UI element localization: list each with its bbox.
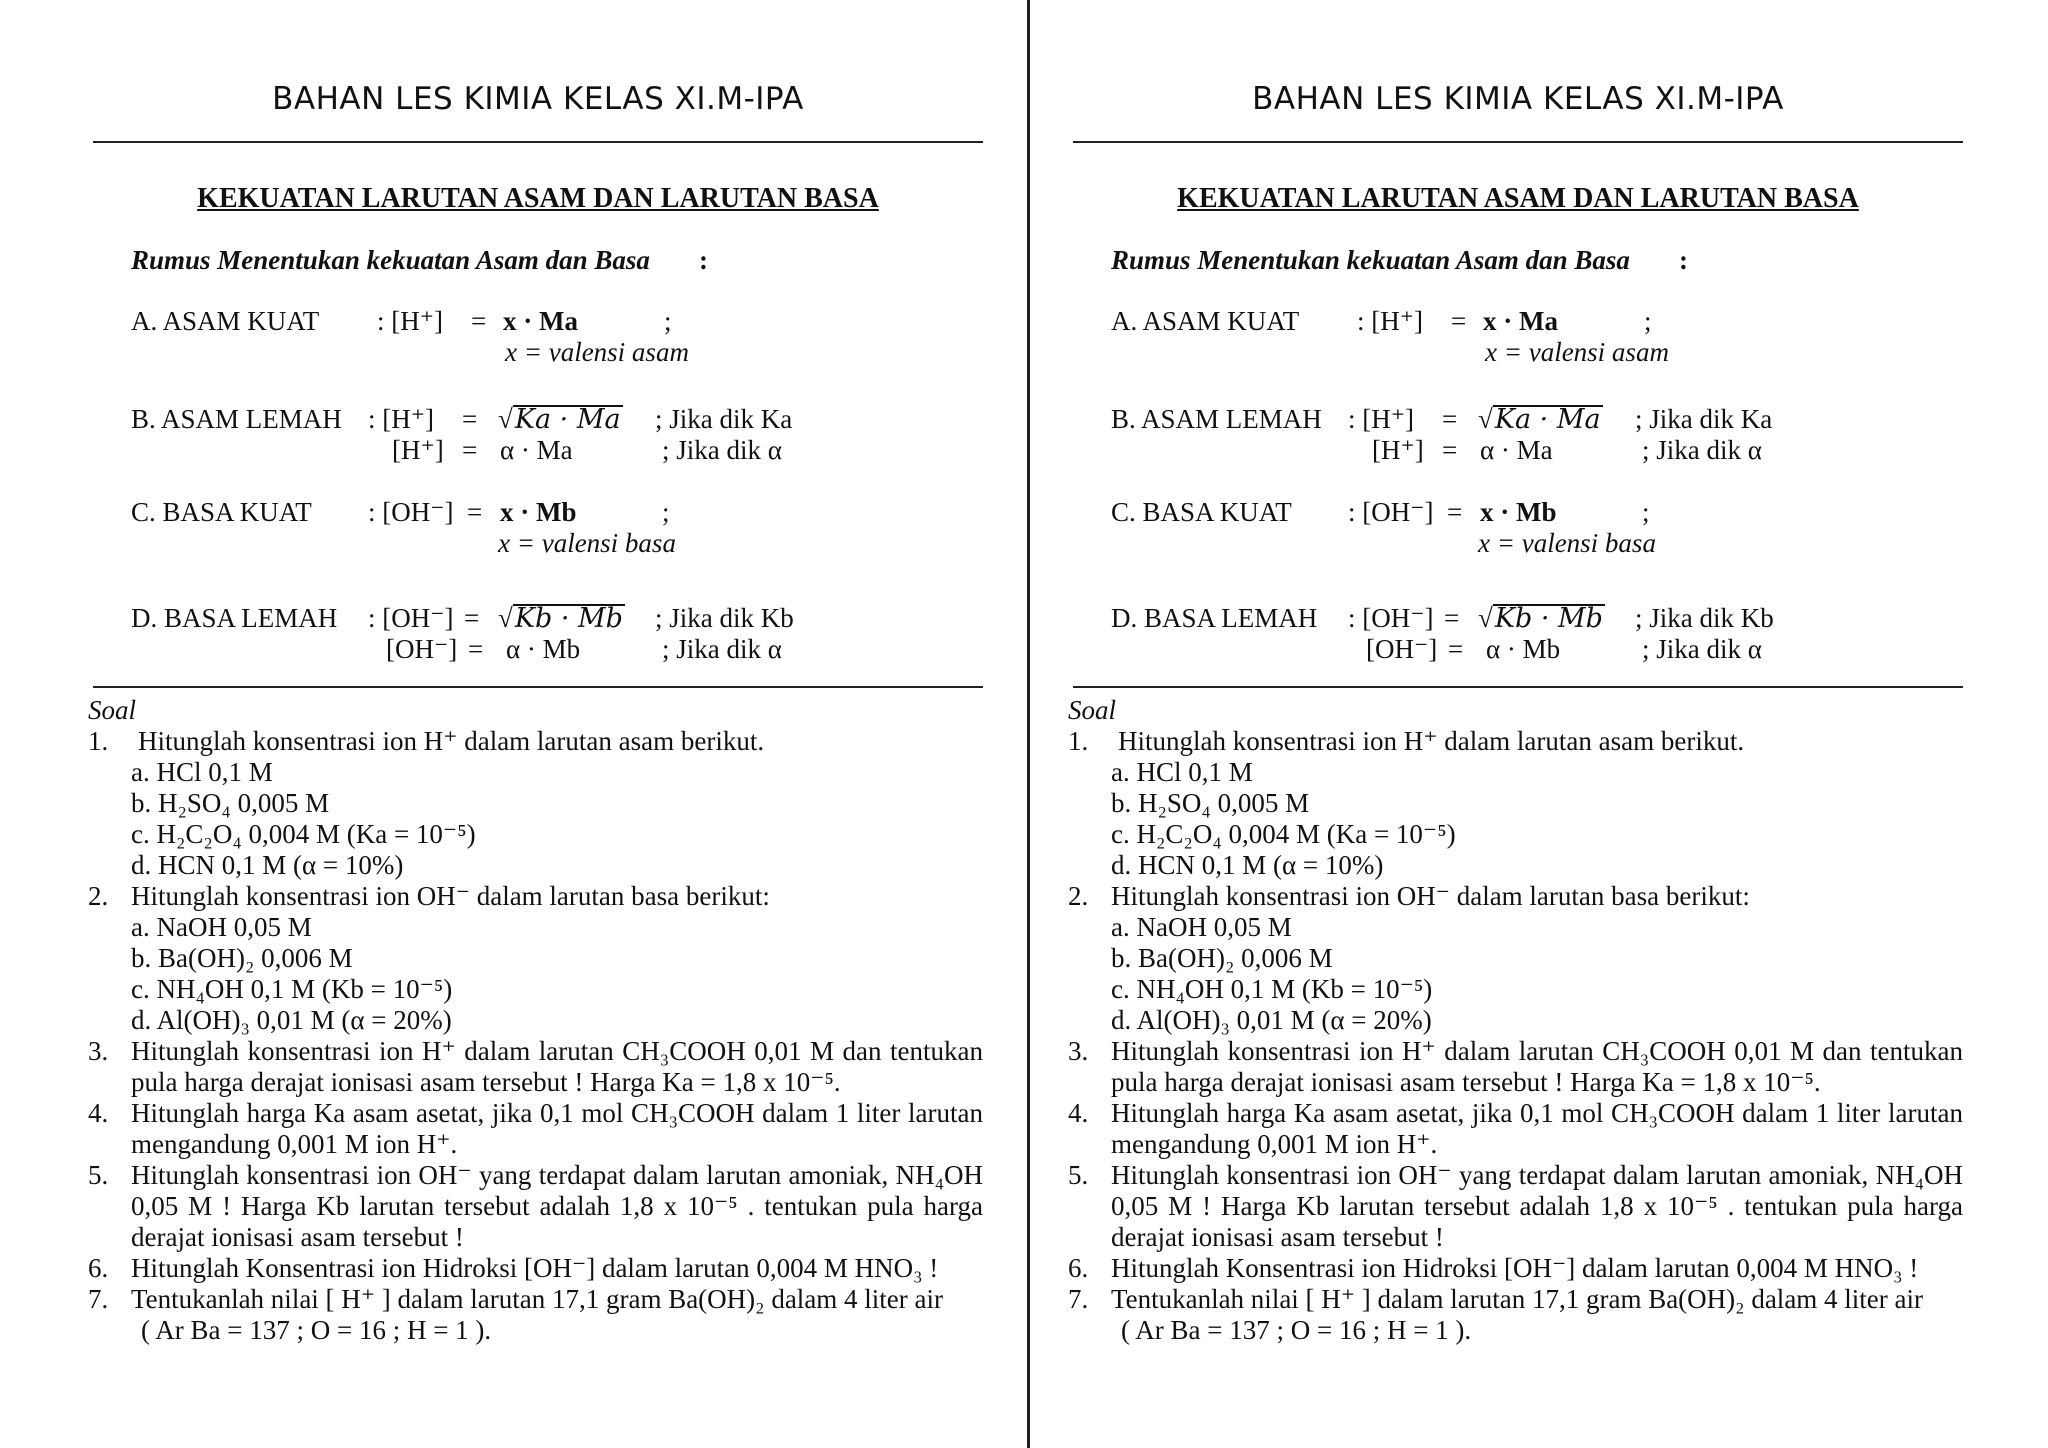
question-text: Hitunglah harga Ka asam asetat, jika 0,1 mol CH₃COOH dalam 1 liter larutan mengandung 0,001 M ion H⁺.: [1111, 1098, 1963, 1159]
question-text: Hitunglah konsentrasi ion OH⁻ dalam larutan basa berikut:: [131, 881, 770, 911]
question-text: Hitunglah konsentrasi ion H⁺ dalam larutan asam berikut.: [1118, 726, 1745, 756]
formula-d-eq-1: =: [1444, 603, 1460, 633]
soal-label: Soal: [88, 695, 137, 725]
subtitle-colon: :: [1679, 245, 1688, 275]
radical-sign: √: [1478, 404, 1493, 434]
question-1-option-c: c. H₂C₂O₄ 0,004 M (Ka = 10⁻⁵): [1111, 819, 1456, 849]
formula-b-label: B. ASAM LEMAH: [131, 404, 342, 434]
question-2-option-b: b. Ba(OH)₂ 0,006 M: [131, 943, 353, 973]
question-2-option-a: a. NaOH 0,05 M: [131, 912, 312, 942]
formula-a-lhs: : [H⁺]: [1357, 306, 1423, 336]
question-number: 5.: [88, 1160, 109, 1190]
formula-b-condition-2: ; Jika dik α: [662, 435, 782, 465]
formula-subtitle: Rumus Menentukan kekuatan Asam dan Basa: [1111, 245, 1630, 275]
formula-d-rhs-2: α · Mb: [1486, 634, 1561, 664]
formula-a-note: x = valensi asam: [1485, 337, 1669, 367]
question-number: 7.: [1068, 1284, 1089, 1314]
radicand-ka-ma: Ka · Ma: [1494, 404, 1601, 435]
formula-d-lhs-2: [OH⁻]: [386, 634, 458, 664]
question-2-option-d: d. Al(OH)₃ 0,01 M (α = 20%): [131, 1005, 452, 1035]
formula-d-label: D. BASA LEMAH: [1111, 603, 1318, 633]
page-header: BAHAN LES KIMIA KELAS XI.M-IPA: [272, 81, 804, 117]
formula-b-rhs-1: [498, 404, 623, 435]
formula-b-eq-2: =: [1442, 435, 1458, 465]
question-1-option-b: b. H₂SO₄ 0,005 M: [131, 788, 330, 818]
question-2-option-c: c. NH₄OH 0,1 M (Kb = 10⁻⁵): [131, 974, 453, 1004]
formula-d-rhs-1: [498, 603, 625, 634]
question-2-option-a: a. NaOH 0,05 M: [1111, 912, 1292, 942]
formula-b-lhs-2: [H⁺]: [1372, 435, 1424, 465]
formula-d-eq-1: =: [464, 603, 480, 633]
formula-c-label: C. BASA KUAT: [1111, 497, 1292, 527]
question-number: 6.: [1068, 1253, 1089, 1283]
formula-a-label: A. ASAM KUAT: [1111, 306, 1300, 336]
formula-a-eq: =: [1451, 306, 1467, 336]
question-1: [1068, 726, 1968, 880]
page-title: KEKUATAN LARUTAN ASAM DAN LARUTAN BASA: [1177, 183, 1859, 214]
question-1-option-a: a. HCl 0,1 M: [131, 757, 273, 787]
formula-a-lhs: : [H⁺]: [377, 306, 443, 336]
formula-b-condition-2: ; Jika dik α: [1642, 435, 1762, 465]
question-text: Hitunglah konsentrasi ion OH⁻ yang terdapat dalam larutan amoniak, NH₄OH 0,05 M ! Harga Kb larutan tersebut adalah 1,8 x 10⁻⁵ . tentukan pula harga derajat ionisasi asam tersebut !: [131, 1160, 983, 1252]
question-text: Hitunglah konsentrasi ion H⁺ dalam larutan asam berikut.: [138, 726, 765, 756]
formula-b-lhs-1: : [H⁺]: [1348, 404, 1414, 434]
formula-b-rhs-2: α · Ma: [1480, 435, 1553, 465]
header-rule: [1073, 141, 1963, 143]
page-header: BAHAN LES KIMIA KELAS XI.M-IPA: [1252, 81, 1784, 117]
formula-c-lhs: : [OH⁻]: [368, 497, 454, 527]
question-2-option-d: d. Al(OH)₃ 0,01 M (α = 20%): [1111, 1005, 1432, 1035]
formula-c-semicolon: ;: [1642, 497, 1650, 527]
formula-c-eq: =: [467, 497, 483, 527]
formula-d-condition-2: ; Jika dik α: [662, 634, 782, 664]
section-rule: [93, 686, 983, 688]
question-number: 2.: [1068, 881, 1089, 911]
question-text: Hitunglah konsentrasi ion OH⁻ yang terdapat dalam larutan amoniak, NH₄OH 0,05 M ! Harga Kb larutan tersebut adalah 1,8 x 10⁻⁵ . tentukan pula harga derajat ionisasi asam tersebut !: [1111, 1160, 1963, 1252]
formula-d-eq-2: =: [1448, 634, 1464, 664]
question-number: 3.: [88, 1036, 109, 1066]
formula-c-eq: =: [1447, 497, 1463, 527]
question-2-option-b: b. Ba(OH)₂ 0,006 M: [1111, 943, 1333, 973]
formula-b-eq-1: =: [462, 404, 478, 434]
formula-a-semicolon: ;: [664, 306, 672, 336]
formula-d-rhs-2: α · Mb: [506, 634, 581, 664]
formula-c-rhs: x · Mb: [500, 497, 577, 527]
formula-d-condition-1: ; Jika dik Kb: [655, 603, 794, 633]
question-text: Hitunglah konsentrasi ion OH⁻ dalam larutan basa berikut:: [1111, 881, 1750, 911]
formula-c-lhs: : [OH⁻]: [1348, 497, 1434, 527]
formula-a-note: x = valensi asam: [505, 337, 689, 367]
question-1-option-d: d. HCN 0,1 M (α = 10%): [131, 850, 404, 880]
formula-d-lhs-1: : [OH⁻]: [1348, 603, 1434, 633]
formula-a-label: A. ASAM KUAT: [131, 306, 320, 336]
question-number: 5.: [1068, 1160, 1089, 1190]
formula-b-lhs-1: : [H⁺]: [368, 404, 434, 434]
header-rule: [93, 141, 983, 143]
formula-d-condition-2: ; Jika dik α: [1642, 634, 1762, 664]
question-text: Tentukanlah nilai [ H⁺ ] dalam larutan 17,1 gram Ba(OH)₂ dalam 4 liter air: [131, 1284, 944, 1314]
question-7-atomic-masses: ( Ar Ba = 137 ; O = 16 ; H = 1 ).: [141, 1315, 492, 1345]
question-2-option-c: c. NH₄OH 0,1 M (Kb = 10⁻⁵): [1111, 974, 1433, 1004]
question-1-option-c: c. H₂C₂O₄ 0,004 M (Ka = 10⁻⁵): [131, 819, 476, 849]
formula-d-lhs-1: : [OH⁻]: [368, 603, 454, 633]
formula-b-rhs-2: α · Ma: [500, 435, 573, 465]
radical-sign: √: [1478, 603, 1493, 633]
formula-b-label: B. ASAM LEMAH: [1111, 404, 1322, 434]
question-number: 4.: [1068, 1098, 1089, 1128]
formula-b-eq-2: =: [462, 435, 478, 465]
subtitle-colon: :: [699, 245, 708, 275]
formula-a-semicolon: ;: [1644, 306, 1652, 336]
formula-b-rhs-1: [1478, 404, 1603, 435]
radicand-ka-ma: Ka · Ma: [514, 404, 621, 435]
question-number: 1.: [1068, 726, 1089, 756]
formula-c-semicolon: ;: [662, 497, 670, 527]
formula-c-note: x = valensi basa: [1478, 528, 1656, 558]
question-text: Hitunglah Konsentrasi ion Hidroksi [OH⁻] dalam larutan 0,004 M HNO₃ !: [131, 1253, 939, 1283]
question-1-option-d: d. HCN 0,1 M (α = 10%): [1111, 850, 1384, 880]
formula-b-lhs-2: [H⁺]: [392, 435, 444, 465]
question-1-option-b: b. H₂SO₄ 0,005 M: [1111, 788, 1310, 818]
formula-d-eq-2: =: [468, 634, 484, 664]
section-rule: [1073, 686, 1963, 688]
question-number: 7.: [88, 1284, 109, 1314]
formula-a-eq: =: [471, 306, 487, 336]
question-text: Hitunglah konsentrasi ion H⁺ dalam larutan CH₃COOH 0,01 M dan tentukan pula harga derajat ionisasi asam tersebut ! Harga Ka = 1,8 x 10⁻⁵.: [1111, 1036, 1963, 1097]
question-1: [88, 726, 988, 880]
formula-c-label: C. BASA KUAT: [131, 497, 312, 527]
formula-d-label: D. BASA LEMAH: [131, 603, 338, 633]
page-divider: [1027, 0, 1030, 1448]
radical-sign: √: [498, 603, 513, 633]
question-text: Hitunglah Konsentrasi ion Hidroksi [OH⁻] dalam larutan 0,004 M HNO₃ !: [1111, 1253, 1919, 1283]
radicand-kb-mb: Kb · Mb: [514, 603, 623, 634]
worksheet-page-right: [1068, 0, 1968, 1448]
formula-d-lhs-2: [OH⁻]: [1366, 634, 1438, 664]
formula-b-condition-1: ; Jika dik Ka: [655, 404, 793, 434]
soal-label: Soal: [1068, 695, 1117, 725]
radical-sign: √: [498, 404, 513, 434]
radicand-kb-mb: Kb · Mb: [1494, 603, 1603, 634]
question-number: 1.: [88, 726, 109, 756]
question-number: 3.: [1068, 1036, 1089, 1066]
formula-d-condition-1: ; Jika dik Kb: [1635, 603, 1774, 633]
question-7-atomic-masses: ( Ar Ba = 137 ; O = 16 ; H = 1 ).: [1121, 1315, 1472, 1345]
worksheet-page-left: [88, 0, 988, 1448]
formula-d-rhs-1: [1478, 603, 1605, 634]
question-number: 2.: [88, 881, 109, 911]
formula-b-condition-1: ; Jika dik Ka: [1635, 404, 1773, 434]
page-title: KEKUATAN LARUTAN ASAM DAN LARUTAN BASA: [197, 183, 879, 214]
question-text: Hitunglah harga Ka asam asetat, jika 0,1 mol CH₃COOH dalam 1 liter larutan mengandung 0,001 M ion H⁺.: [131, 1098, 983, 1159]
question-text: Hitunglah konsentrasi ion H⁺ dalam larutan CH₃COOH 0,01 M dan tentukan pula harga derajat ionisasi asam tersebut ! Harga Ka = 1,8 x 10⁻⁵.: [131, 1036, 983, 1097]
formula-c-rhs: x · Mb: [1480, 497, 1557, 527]
question-number: 6.: [88, 1253, 109, 1283]
question-number: 4.: [88, 1098, 109, 1128]
formula-subtitle: Rumus Menentukan kekuatan Asam dan Basa: [131, 245, 650, 275]
formula-a-rhs: x · Ma: [1483, 306, 1558, 336]
question-text: Tentukanlah nilai [ H⁺ ] dalam larutan 17,1 gram Ba(OH)₂ dalam 4 liter air: [1111, 1284, 1924, 1314]
formula-b-eq-1: =: [1442, 404, 1458, 434]
formula-c-note: x = valensi basa: [498, 528, 676, 558]
formula-a-rhs: x · Ma: [503, 306, 578, 336]
question-1-option-a: a. HCl 0,1 M: [1111, 757, 1253, 787]
